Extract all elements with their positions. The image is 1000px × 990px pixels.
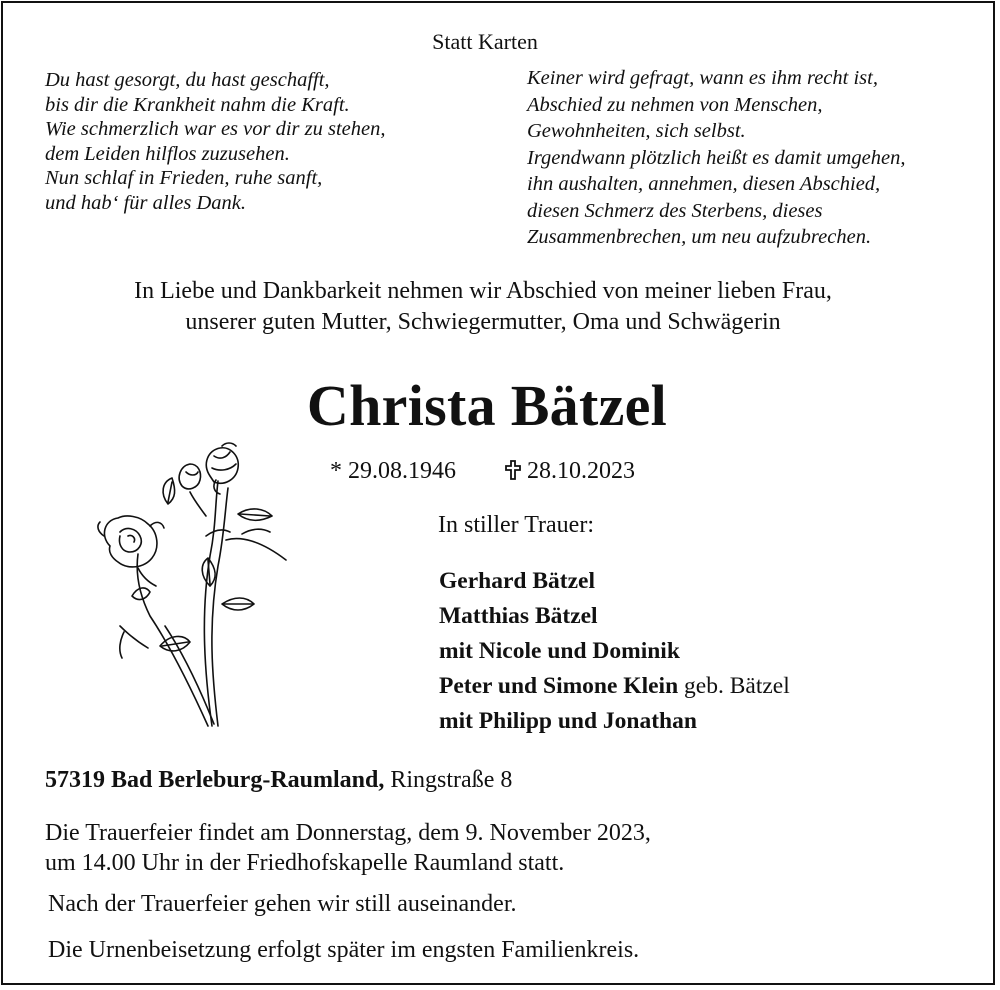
poem-right-line: Zusammenbrechen, um neu aufzubrechen. [527, 226, 872, 248]
mourner-name: mit Nicole und Dominik [439, 638, 680, 664]
address [45, 767, 512, 794]
birth-date: * 29.08.1946 [330, 458, 456, 484]
poem-left-line: Du hast gesorgt, du hast geschafft, [45, 69, 330, 91]
rose-drawing-icon [90, 436, 300, 736]
ceremony-line: Die Trauerfeier findet am Donnerstag, dem 9. November 2023, [45, 820, 651, 846]
address-city: 57319 Bad Berleburg-Raumland, [45, 767, 385, 793]
mourners-list [439, 564, 790, 739]
poem-left-line: und hab‘ für alles Dank. [45, 191, 246, 214]
note-urn-burial: Die Urnenbeisetzung erfolgt später im engsten Familienkreis. [48, 937, 640, 963]
death-date: 28.10.2023 [527, 458, 635, 484]
ceremony-info [45, 818, 651, 878]
poem-right-line: Keiner wird gefragt, wann es ihm recht ist, [527, 67, 878, 89]
mourner-name: Peter und Simone Klein [439, 673, 679, 699]
poem-right-line: ihn aushalten, annehmen, diesen Abschied, [527, 173, 881, 195]
note-after-ceremony: Nach der Trauerfeier gehen wir still auseinander. [48, 891, 517, 917]
mourner-line [439, 669, 790, 704]
intro-text [0, 276, 966, 338]
poem-left-line: dem Leiden hilflos zuzusehen. [45, 142, 290, 165]
poem-left [45, 68, 386, 215]
poem-left-line: bis dir die Krankheit nahm die Kraft. [45, 93, 350, 116]
poem-right-line: Gewohnheiten, sich selbst. [527, 120, 746, 142]
address-street: Ringstraße 8 [384, 767, 513, 793]
cross-icon [505, 460, 521, 480]
poem-right-line: Abschied zu nehmen von Menschen, [527, 93, 823, 116]
mourner-line [439, 704, 790, 739]
ceremony-line: um 14.00 Uhr in der Friedhofskapelle Raumland statt. [45, 850, 565, 876]
mourner-suffix: geb. Bätzel [678, 673, 790, 699]
poem-left-line: Nun schlaf in Frieden, ruhe sanft, [45, 167, 323, 189]
deceased-name: Christa Bätzel [306, 373, 668, 438]
poem-right-line: Irgendwann plötzlich heißt es damit umgehen, [527, 146, 906, 169]
mourner-name: mit Philipp und Jonathan [439, 708, 697, 734]
poem-left-line: Wie schmerzlich war es vor dir zu stehen, [45, 118, 386, 140]
intro-line: unserer guten Mutter, Schwiegermutter, Oma und Schwägerin [185, 309, 781, 335]
poem-right [527, 65, 905, 251]
mourner-line [439, 599, 790, 634]
mourner-line [439, 564, 790, 599]
death-date-group [505, 458, 635, 485]
intro-line: In Liebe und Dankbarkeit nehmen wir Abschied von meiner lieben Frau, [134, 278, 832, 304]
mourning-label: In stiller Trauer: [438, 512, 594, 538]
mourner-name: Matthias Bätzel [439, 603, 598, 629]
header-statt-karten: Statt Karten [432, 29, 538, 54]
mourner-name: Gerhard Bätzel [439, 568, 595, 594]
mourner-line [439, 634, 790, 669]
poem-right-line: diesen Schmerz des Sterbens, dieses [527, 199, 823, 222]
